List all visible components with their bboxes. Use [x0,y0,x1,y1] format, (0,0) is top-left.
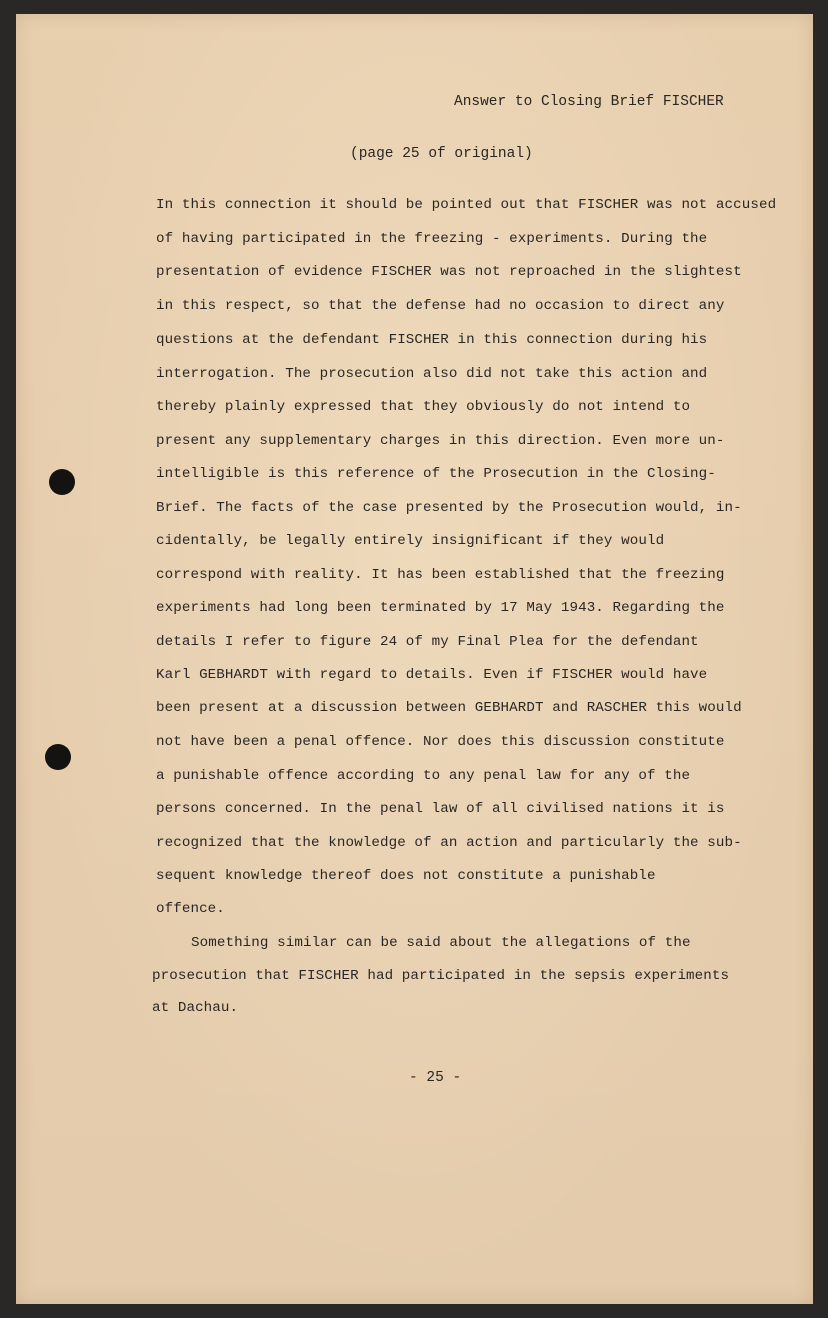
text-line: sequent knowledge thereof does not constitute a punishable [156,868,656,884]
text-line: persons concerned. In the penal law of all civilised nations it is [156,801,725,817]
text-line: details I refer to figure 24 of my Final Plea for the defendant [156,634,699,650]
text-line: been present at a discussion between GEBHARDT and RASCHER this would [156,700,742,716]
text-line: at Dachau. [152,1000,239,1016]
text-line: thereby plainly expressed that they obviously do not intend to [156,399,691,415]
text-line: a punishable offence according to any penal law for any of the [156,768,691,784]
text-line: offence. [156,901,225,917]
text-line: present any supplementary charges in this direction. Even more un- [156,433,725,449]
text-line: In this connection it should be pointed out that FISCHER was not accused [156,197,777,213]
text-line: intelligible is this reference of the Prosecution in the Closing- [156,466,716,482]
text-line: Karl GEBHARDT with regard to details. Even if FISCHER would have [156,667,708,683]
text-line: cidentally, be legally entirely insignificant if they would [156,533,665,549]
punch-hole-top [49,469,75,495]
document-header: Answer to Closing Brief FISCHER [454,94,724,110]
text-line: correspond with reality. It has been established that the freezing [156,567,725,583]
original-page-reference: (page 25 of original) [350,146,533,162]
text-line: interrogation. The prosecution also did not take this action and [156,366,708,382]
text-line: Brief. The facts of the case presented by the Prosecution would, in- [156,500,742,516]
text-line: Something similar can be said about the allegations of the [191,935,691,951]
text-line: recognized that the knowledge of an action and particularly the sub- [156,835,742,851]
text-line: questions at the defendant FISCHER in this connection during his [156,332,708,348]
text-line: not have been a penal offence. Nor does this discussion constitute [156,734,725,750]
text-line: in this respect, so that the defense had no occasion to direct any [156,298,725,314]
page-number: - 25 - [409,1070,462,1086]
text-line: presentation of evidence FISCHER was not reproached in the slightest [156,264,742,280]
punch-hole-bottom [45,744,71,770]
text-line: prosecution that FISCHER had participated in the sepsis experiments [152,968,730,984]
text-line: of having participated in the freezing - experiments. During the [156,231,708,247]
text-line: experiments had long been terminated by 17 May 1943. Regarding the [156,600,725,616]
